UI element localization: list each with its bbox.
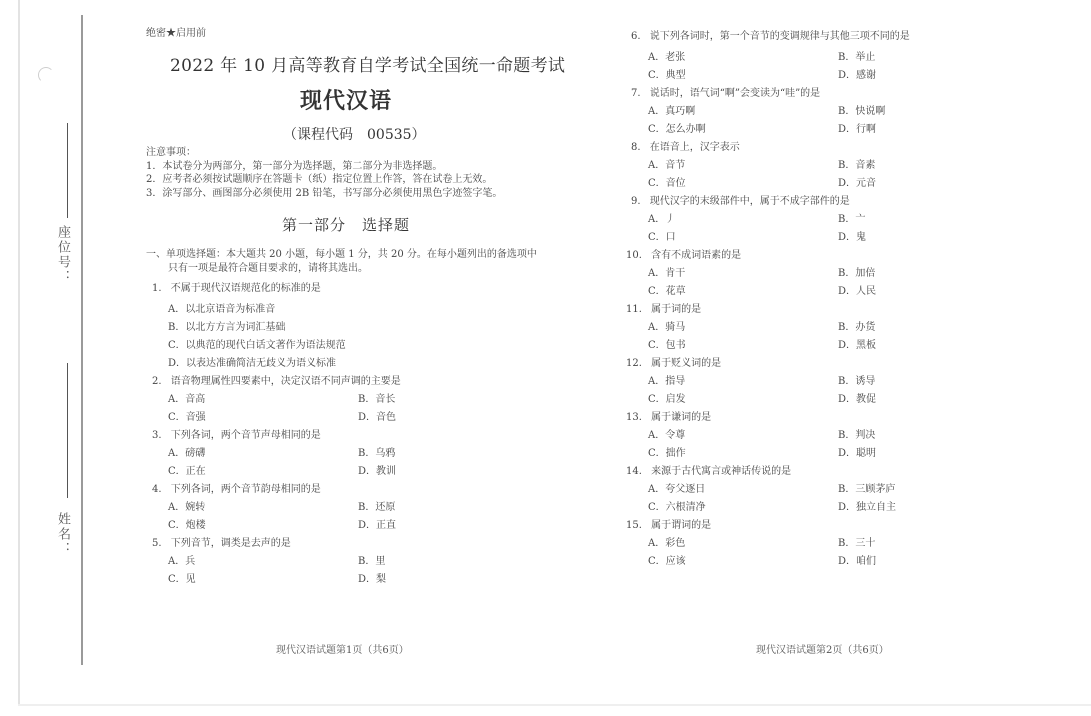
question-stem: 说话时，语气词“啊”会变读为“哇”的是: [649, 88, 821, 99]
option-d: D．教训: [358, 466, 397, 477]
question-number: 11.: [626, 304, 642, 315]
instruction-line-1: 一、单项选择题：本大题共 20 小题，每小题 1 分，共 20 分。在每小题列出的备选项中: [146, 249, 537, 260]
option-a: A．彩色: [648, 538, 686, 549]
option-b: B．快说啊: [838, 106, 886, 117]
question-2: [152, 372, 401, 387]
question-7: [631, 84, 820, 99]
option-a: A．老张: [648, 52, 686, 63]
option-b: B．乌鸦: [358, 448, 396, 459]
option-b: B．音素: [838, 160, 876, 171]
question-stem: 在语音上，汉字表示: [649, 142, 740, 153]
option-b: B．加倍: [838, 268, 876, 279]
option-c: C．音强: [168, 412, 206, 423]
question-number: 15.: [626, 520, 642, 531]
question-15: [626, 516, 711, 531]
question-stem: 下列各词，两个音节韵母相同的是: [170, 484, 321, 495]
option-c: C．见: [168, 574, 196, 585]
question-number: 12.: [626, 358, 642, 369]
question-stem: 来源于古代寓言或神话传说的是: [651, 466, 792, 477]
secret-mark: 绝密★启用前: [146, 28, 206, 39]
question-stem: 说下列各词时，第一个音节的变调规律与其他三项不同的是: [649, 31, 910, 42]
scan-edge-left: [18, 0, 20, 705]
instruction-line-2: 只有一项是最符合题目要求的，请将其选出。: [168, 263, 368, 274]
binding-line: [81, 15, 83, 665]
note-item: 3．涂写部分、画图部分必须使用 2B 铅笔，书写部分必须使用黑色字迹签字笔。: [146, 187, 503, 199]
course-code: （课程代码 00535）: [283, 127, 426, 143]
question-4: [152, 480, 321, 495]
option-a: A．音节: [648, 160, 686, 171]
option-d: D．咱们: [838, 556, 877, 567]
option-a: A．令尊: [648, 430, 686, 441]
option-c: C．包书: [648, 340, 686, 351]
option-b: B．以北方方言为词汇基础: [168, 322, 286, 333]
seat-fill-line: [67, 123, 68, 218]
option-c: C．花草: [648, 286, 686, 297]
option-c: C．音位: [648, 178, 686, 189]
option-b: B．诱导: [838, 376, 876, 387]
question-stem: 属于贬义词的是: [651, 358, 722, 369]
scan-edge-bottom: [18, 704, 1091, 706]
option-a: A．以北京语音为标准音: [168, 304, 276, 315]
question-number: 10.: [626, 250, 642, 261]
question-number: 4.: [152, 484, 162, 495]
option-c: C．典型: [648, 70, 686, 81]
option-c: C．怎么办啊: [648, 124, 706, 135]
question-8: [631, 138, 740, 153]
page-footer-2: 现代汉语试题第2页（共6页）: [756, 645, 889, 656]
question-number: 9.: [631, 196, 641, 207]
question-stem: 属于谓词的是: [651, 520, 712, 531]
option-c: C．六根清净: [648, 502, 706, 513]
option-b: B．办货: [838, 322, 876, 333]
option-b: B．判决: [838, 430, 876, 441]
option-d: D．聪明: [838, 448, 877, 459]
option-d: D．元音: [838, 178, 877, 189]
question-number: 13.: [626, 412, 642, 423]
question-6: [631, 27, 910, 42]
name-fill-line: [67, 363, 68, 498]
option-a: A．真巧啊: [648, 106, 696, 117]
option-d: D．感谢: [838, 70, 877, 81]
option-c: C．正在: [168, 466, 206, 477]
option-b: B．亠: [838, 214, 866, 225]
question-9: [631, 192, 850, 207]
question-5: [152, 534, 291, 549]
question-number: 3.: [152, 430, 162, 441]
question-number: 14.: [626, 466, 642, 477]
seat-number-label: 座位号：: [55, 225, 70, 285]
option-a: A．骑马: [648, 322, 686, 333]
question-stem: 下列音节，调类是去声的是: [170, 538, 291, 549]
option-d: D．以表达准确简洁无歧义为语义标准: [168, 358, 337, 369]
option-a: A．丿: [648, 214, 676, 225]
option-b: B．里: [358, 556, 386, 567]
name-label: 姓名：: [55, 512, 70, 557]
question-number: 2.: [152, 376, 162, 387]
question-stem: 属于谦词的是: [651, 412, 712, 423]
question-11: [626, 300, 701, 315]
option-d: D．黑板: [838, 340, 877, 351]
option-b: B．三顾茅庐: [838, 484, 896, 495]
question-14: [626, 462, 791, 477]
option-b: B．三十: [838, 538, 876, 549]
question-stem: 不属于现代汉语规范化的标准的是: [170, 283, 321, 294]
subject-title: 现代汉语: [300, 88, 393, 114]
option-d: D．梨: [358, 574, 387, 585]
question-stem: 现代汉字的末级部件中，属于不成字部件的是: [649, 196, 850, 207]
question-stem: 含有不成词语素的是: [651, 250, 742, 261]
question-stem: 下列各词，两个音节声母相同的是: [170, 430, 321, 441]
question-number: 1.: [152, 283, 162, 294]
page-footer-1: 现代汉语试题第1页（共6页）: [276, 645, 409, 656]
option-b: B．举止: [838, 52, 876, 63]
option-c: C．口: [648, 232, 676, 243]
punch-hole-mark: [38, 67, 54, 83]
option-c: C．应该: [648, 556, 686, 567]
option-c: C．以典范的现代白话文著作为语法规范: [168, 340, 346, 351]
option-d: D．音色: [358, 412, 397, 423]
option-d: D．鬼: [838, 232, 867, 243]
note-item: 1．本试卷分为两部分，第一部分为选择题，第二部分为非选择题。: [146, 160, 443, 172]
option-c: C．拙作: [648, 448, 686, 459]
question-13: [626, 408, 711, 423]
option-a: A．磅礴: [168, 448, 206, 459]
section-title: 第一部分 选择题: [282, 216, 411, 234]
question-number: 7.: [631, 88, 641, 99]
option-c: C．启发: [648, 394, 686, 405]
question-number: 5.: [152, 538, 162, 549]
option-d: D．行啊: [838, 124, 877, 135]
note-item: 2．应考者必须按试题顺序在答题卡（纸）指定位置上作答，答在试卷上无效。: [146, 174, 493, 185]
question-stem: 语音物理属性四要素中，决定汉语不同声调的主要是: [170, 376, 401, 387]
exam-title: 2022 年 10 月高等教育自学考试全国统一命题考试: [170, 56, 566, 76]
question-3: [152, 426, 321, 441]
notes-heading: 注意事项：: [146, 147, 196, 158]
option-d: D．正直: [358, 520, 397, 531]
notes-block: [146, 146, 502, 200]
question-number: 6.: [631, 31, 641, 42]
option-d: D．教促: [838, 394, 877, 405]
option-a: A．肯干: [648, 268, 686, 279]
question-stem: 属于词的是: [651, 304, 702, 315]
option-a: A．夸父逐日: [648, 484, 706, 495]
option-c: C．炮楼: [168, 520, 206, 531]
option-d: D．独立自主: [838, 502, 897, 513]
question-12: [626, 354, 721, 369]
question-1: [152, 279, 321, 294]
option-a: A．音高: [168, 394, 206, 405]
question-number: 8.: [631, 142, 641, 153]
option-a: A．指导: [648, 376, 686, 387]
option-a: A．婉转: [168, 502, 206, 513]
option-a: A．兵: [168, 556, 196, 567]
option-d: D．人民: [838, 286, 877, 297]
option-b: B．音长: [358, 394, 396, 405]
question-10: [626, 246, 741, 261]
option-b: B．还原: [358, 502, 396, 513]
